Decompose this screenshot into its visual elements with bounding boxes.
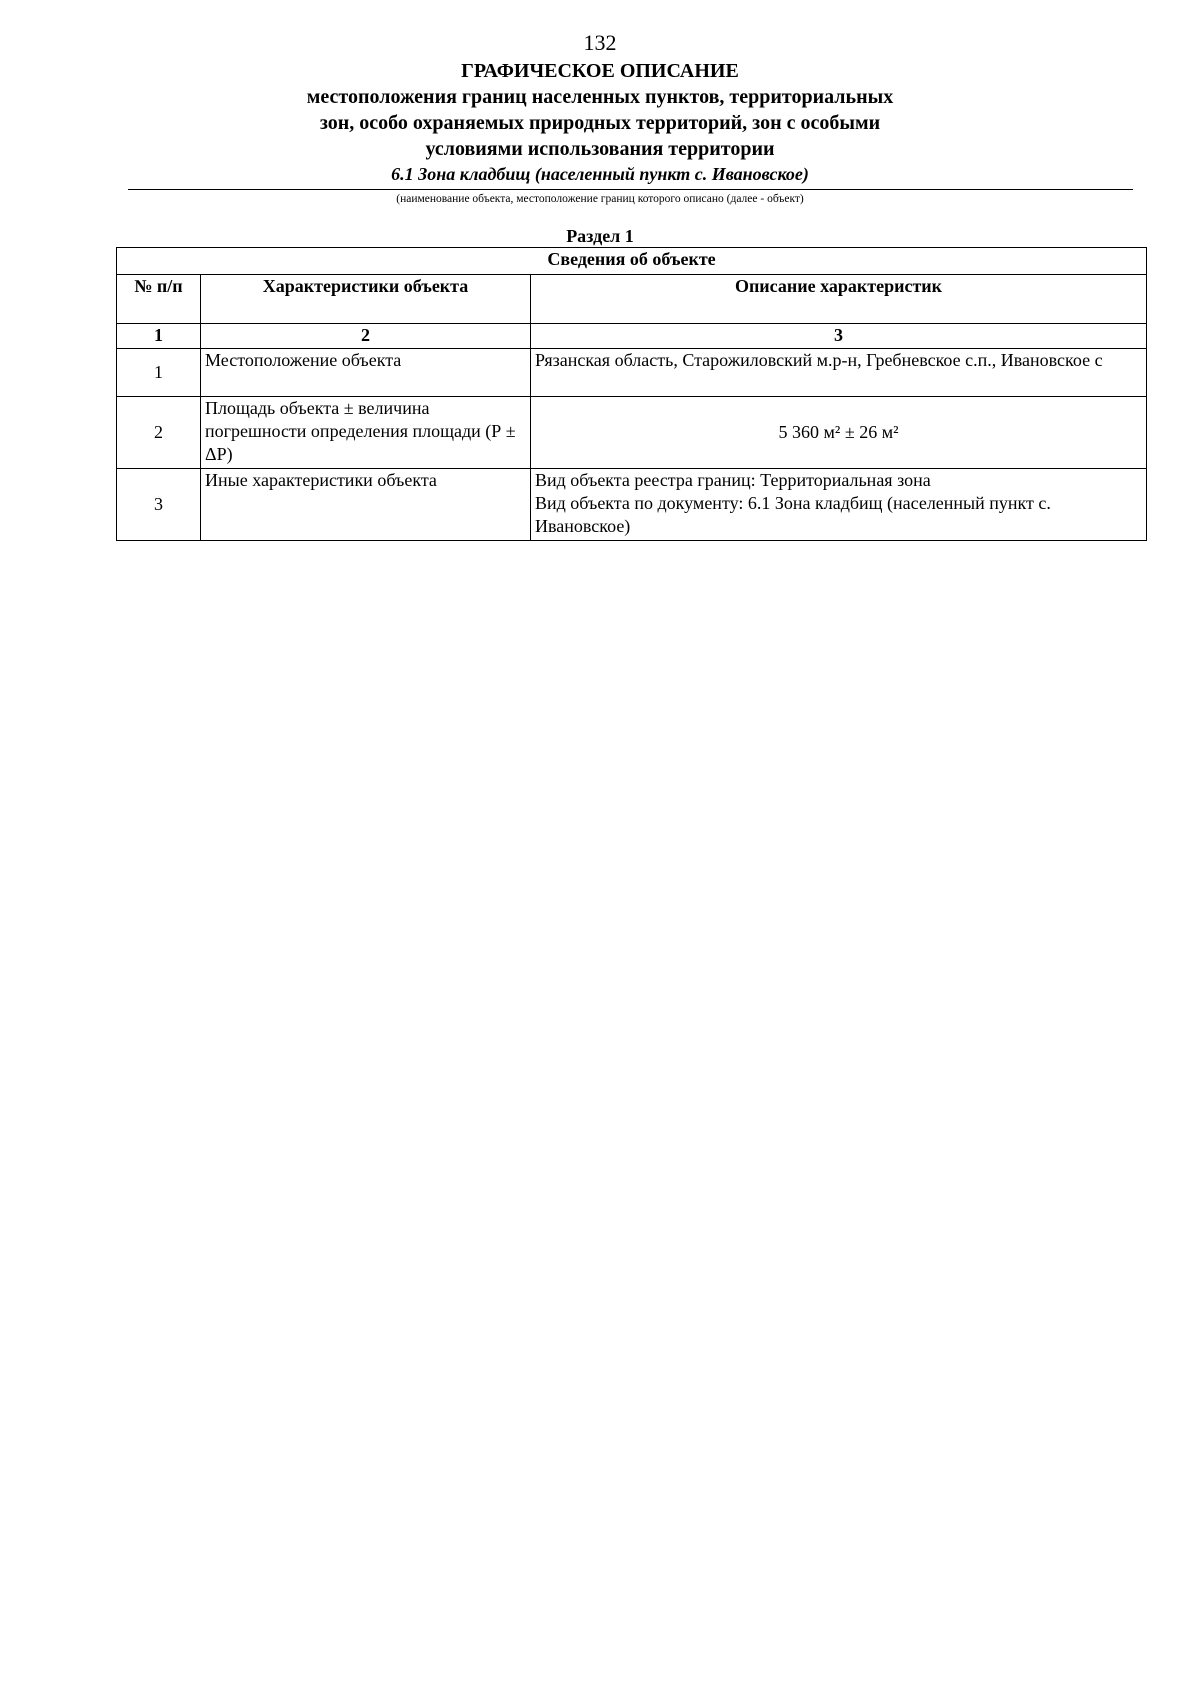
table-row <box>117 469 1147 541</box>
document-header <box>0 58 1200 162</box>
row-number: 1 <box>117 349 201 397</box>
row-characteristic: Площадь объекта ± величина погрешности определения площади (Р ± ΔР) <box>201 397 531 469</box>
table-header-row <box>117 275 1147 324</box>
row-description: 5 360 м² ± 26 м² <box>531 397 1147 469</box>
column-header-description: Описание характеристик <box>531 275 1147 324</box>
row-characteristic: Местоположение объекта <box>201 349 531 397</box>
table-caption: Сведения об объекте <box>117 248 1147 275</box>
table-row <box>117 349 1147 397</box>
row-description: Рязанская область, Старожиловский м.р-н, Гребневское с.п., Ивановское с <box>531 349 1147 397</box>
section-title: Раздел 1 <box>566 226 634 246</box>
document-subtitle-line: зон, особо охраняемых природных территорий, зон с особыми <box>319 112 881 134</box>
column-number: 1 <box>117 324 201 349</box>
document-subtitle-line: местоположения границ населенных пунктов, территориальных <box>306 86 894 108</box>
page-number: 132 <box>583 30 617 55</box>
row-description <box>531 469 1147 541</box>
object-name-underline <box>128 189 1133 190</box>
row-description-line: Вид объекта по документу: 6.1 Зона кладбищ (населенный пункт с. Ивановское) <box>535 493 1051 536</box>
table-row <box>117 397 1147 469</box>
row-description-line: Вид объекта реестра границ: Территориальная зона <box>535 470 931 490</box>
document-title: ГРАФИЧЕСКОЕ ОПИСАНИЕ <box>461 60 739 82</box>
column-header-characteristic: Характеристики объекта <box>201 275 531 324</box>
column-header-number: № п/п <box>117 275 201 324</box>
object-info-table <box>116 247 1147 541</box>
row-characteristic: Иные характеристики объекта <box>201 469 531 541</box>
document-subtitle-line: условиями использования территории <box>425 138 775 160</box>
column-number: 3 <box>531 324 1147 349</box>
object-name-caption: (наименование объекта, местоположение границ которого описано (далее - объект) <box>396 193 804 205</box>
row-number: 3 <box>117 469 201 541</box>
column-number-row <box>117 324 1147 349</box>
row-number: 2 <box>117 397 201 469</box>
table-caption-row <box>117 248 1147 275</box>
column-number: 2 <box>201 324 531 349</box>
object-name: 6.1 Зона кладбищ (населенный пункт с. Ивановское) <box>391 164 809 184</box>
